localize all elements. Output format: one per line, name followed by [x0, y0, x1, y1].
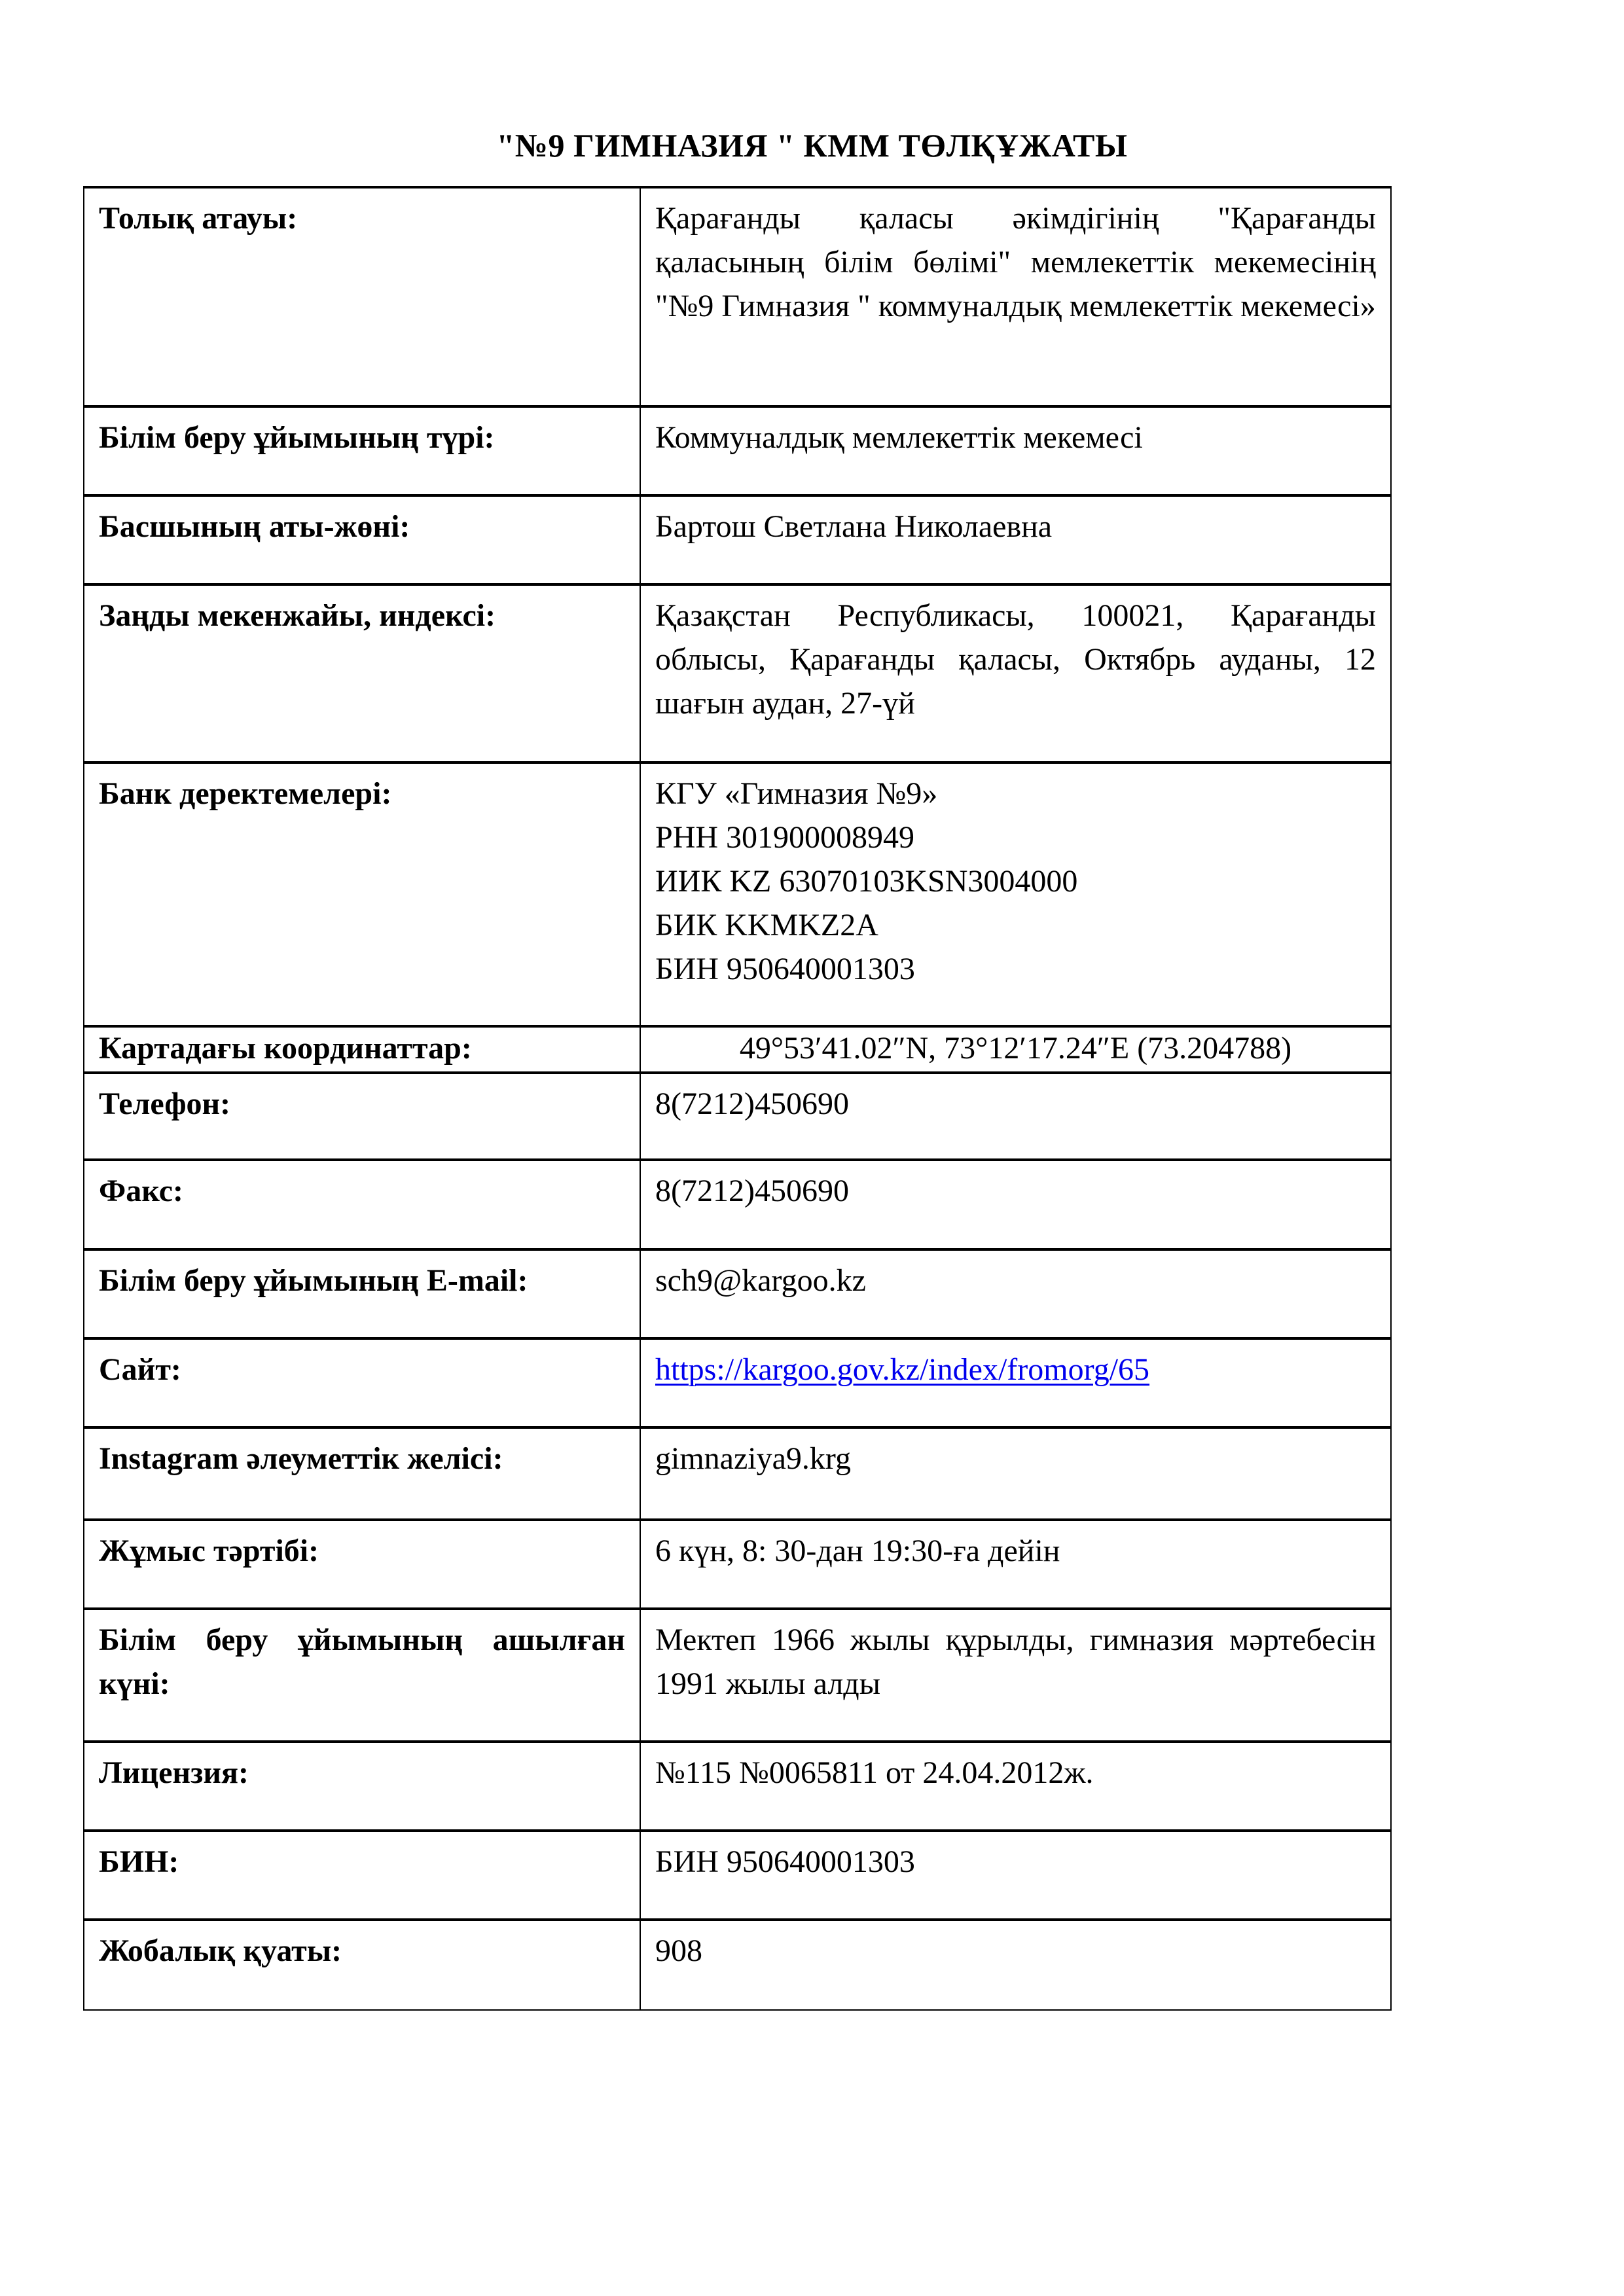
- table-row-full-name: [84, 187, 1391, 406]
- row-label-director: Басшының аты-жөні:: [84, 495, 640, 584]
- table-row-email: [84, 1249, 1391, 1338]
- website-link[interactable]: https://kargoo.gov.kz/index/fromorg/65: [655, 1352, 1150, 1387]
- row-label-license: Лицензия:: [84, 1742, 640, 1831]
- table-row-director: [84, 495, 1391, 584]
- row-value-bank-details: [640, 762, 1391, 1026]
- row-value-legal-address: Қазақстан Республикасы, 100021, Қарағанды облысы, Қарағанды қаласы, Октябрь ауданы, 12 шағын аудан, 27-үй: [640, 584, 1391, 762]
- row-value-full-name: Қарағанды қаласы әкімдігінің "Қарағанды қаласының білім бөлімі" мемлекеттік мекемесінің "№9 Гимназия " коммуналдық мемлекеттік мекемесі»: [640, 187, 1391, 406]
- row-label-bank-details: Банк деректемелері:: [84, 762, 640, 1026]
- row-label-org-type: Білім беру ұйымының түрі:: [84, 406, 640, 495]
- row-label-website: Сайт:: [84, 1338, 640, 1427]
- row-label-bin: БИН:: [84, 1831, 640, 1920]
- row-value-website: [640, 1338, 1391, 1427]
- row-label-fax: Факс:: [84, 1160, 640, 1249]
- table-row-coordinates: [84, 1026, 1391, 1073]
- row-label-coordinates: Картадағы координаттар:: [84, 1026, 640, 1073]
- row-value-director: Бартош Светлана Николаевна: [640, 495, 1391, 584]
- row-label-phone: Телефон:: [84, 1073, 640, 1160]
- row-value-work-schedule: 6 күн, 8: 30-дан 19:30-ға дейін: [640, 1520, 1391, 1609]
- row-value-phone: 8(7212)450690: [640, 1073, 1391, 1160]
- bank-line-bin: БИН 950640001303: [655, 952, 915, 986]
- table-row-instagram: [84, 1427, 1391, 1520]
- row-label-work-schedule: Жұмыс тәртібі:: [84, 1520, 640, 1609]
- row-value-design-capacity: 908: [640, 1920, 1391, 2010]
- bank-line-iik: ИИК KZ 63070103KSN3004000: [655, 864, 1078, 899]
- table-row-bin: [84, 1831, 1391, 1920]
- table-row-founding-date: [84, 1609, 1391, 1742]
- table-row-phone: [84, 1073, 1391, 1160]
- row-label-instagram: Instagram әлеуметтік желісі:: [84, 1427, 640, 1520]
- bank-line-bik: БИК KKMKZ2A: [655, 908, 878, 942]
- bank-line-rnn: РНН 301900008949: [655, 820, 915, 855]
- row-value-license: №115 №0065811 от 24.04.2012ж.: [640, 1742, 1391, 1831]
- table-row-design-capacity: [84, 1920, 1391, 2010]
- table-row-fax: [84, 1160, 1391, 1249]
- school-passport-table: [83, 186, 1392, 2011]
- table-row-work-schedule: [84, 1520, 1391, 1609]
- table-row-bank-details: [84, 762, 1391, 1026]
- row-value-coordinates: 49°53′41.02″N, 73°12′17.24″E (73.204788): [640, 1026, 1391, 1073]
- bank-line-name: КГУ «Гимназия №9»: [655, 776, 938, 811]
- row-value-email[interactable]: sch9@kargoo.kz: [640, 1249, 1391, 1338]
- row-value-fax: 8(7212)450690: [640, 1160, 1391, 1249]
- row-label-full-name: Толық атауы:: [84, 187, 640, 406]
- row-value-org-type: Коммуналдық мемлекеттік мекемесі: [640, 406, 1391, 495]
- table-row-website: [84, 1338, 1391, 1427]
- table-row-legal-address: [84, 584, 1391, 762]
- row-label-founding-date: Білім беру ұйымының ашылған күні:: [84, 1609, 640, 1742]
- table-row-license: [84, 1742, 1391, 1831]
- page-title: "№9 ГИМНАЗИЯ " КММ ТӨЛҚҰЖАТЫ: [496, 126, 1128, 164]
- row-label-legal-address: Заңды мекенжайы, индексі:: [84, 584, 640, 762]
- table-row-org-type: [84, 406, 1391, 495]
- row-label-design-capacity: Жобалық қуаты:: [84, 1920, 640, 2010]
- row-label-email: Білім беру ұйымының E-mail:: [84, 1249, 640, 1338]
- row-value-bin: БИН 950640001303: [640, 1831, 1391, 1920]
- row-value-instagram: gimnaziya9.krg: [640, 1427, 1391, 1520]
- row-value-founding-date: Мектеп 1966 жылы құрылды, гимназия мәртебесін 1991 жылы алды: [640, 1609, 1391, 1742]
